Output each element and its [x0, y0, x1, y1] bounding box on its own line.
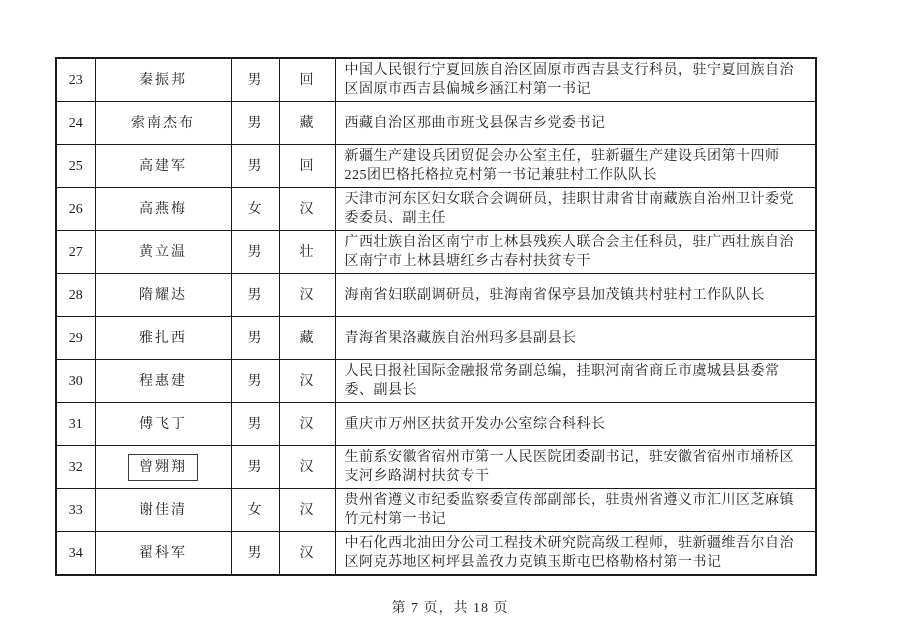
person-description: 重庆市万州区扶贫开发办公室综合科科长 — [344, 416, 606, 432]
person-name: 翟科军 — [139, 545, 187, 561]
row-number-cell — [56, 102, 95, 145]
person-name-cell — [95, 274, 231, 317]
table-row — [56, 403, 816, 446]
person-gender: 女 — [247, 502, 263, 518]
person-gender-cell — [231, 403, 279, 446]
person-description-cell — [335, 317, 816, 360]
person-gender-cell — [231, 145, 279, 188]
person-gender: 男 — [247, 416, 263, 432]
row-number-cell — [56, 58, 95, 102]
person-description: 海南省妇联副调研员，驻海南省保亭县加茂镇共村驻村工作队队长 — [344, 287, 765, 303]
row-number: 24 — [68, 115, 83, 131]
table-row — [56, 274, 816, 317]
person-gender-cell — [231, 188, 279, 231]
row-number: 31 — [68, 416, 83, 432]
person-name: 傅飞丁 — [139, 416, 187, 432]
person-description: 天津市河东区妇女联合会调研员，挂职甘肃省甘南藏族自治州卫计委党委委员、副主任 — [344, 192, 794, 226]
person-ethnicity: 藏 — [299, 330, 315, 346]
table-body — [56, 58, 816, 575]
table-row — [56, 489, 816, 532]
person-ethnicity-cell — [279, 403, 335, 446]
row-number: 23 — [68, 72, 83, 88]
person-ethnicity: 汉 — [299, 459, 315, 475]
person-ethnicity-cell — [279, 532, 335, 576]
person-gender-cell — [231, 532, 279, 576]
person-name-cell — [95, 231, 231, 274]
person-description: 广西壮族自治区南宁市上林县残疾人联合会主任科员，驻广西壮族自治区南宁市上林县塘红乡古春村扶贫专干 — [344, 235, 794, 269]
table-row — [56, 360, 816, 403]
person-description: 西藏自治区那曲市班戈县保吉乡党委书记 — [344, 115, 606, 131]
row-number-cell — [56, 317, 95, 360]
person-name-cell — [95, 532, 231, 576]
person-ethnicity-cell — [279, 274, 335, 317]
person-name-cell — [95, 446, 231, 489]
person-description: 中石化西北油田分公司工程技术研究院高级工程师，驻新疆维吾尔自治区阿克苏地区柯坪县盖孜力克镇玉斯屯巴格勒格村第一书记 — [344, 536, 794, 570]
person-gender-cell — [231, 489, 279, 532]
person-description-cell — [335, 360, 816, 403]
person-gender-cell — [231, 317, 279, 360]
row-number-cell — [56, 274, 95, 317]
person-description: 新疆生产建设兵团贸促会办公室主任，驻新疆生产建设兵团第十四师225团巴格托格拉克村第一书记兼驻村工作队队长 — [344, 149, 780, 183]
person-description-cell — [335, 188, 816, 231]
person-gender: 男 — [247, 459, 263, 475]
person-name-cell — [95, 102, 231, 145]
row-number-cell — [56, 532, 95, 576]
person-ethnicity: 汉 — [299, 287, 315, 303]
person-description: 生前系安徽省宿州市第一人民医院团委副书记，驻安徽省宿州市埇桥区支河乡路湖村扶贫专干 — [344, 450, 794, 484]
person-name: 程惠建 — [139, 373, 187, 389]
person-name: 隋耀达 — [139, 287, 187, 303]
person-description-cell — [335, 231, 816, 274]
table-row — [56, 317, 816, 360]
person-name-cell — [95, 360, 231, 403]
row-number-cell — [56, 145, 95, 188]
person-gender-cell — [231, 446, 279, 489]
person-description-cell — [335, 274, 816, 317]
row-number: 26 — [68, 201, 83, 217]
table-row — [56, 102, 816, 145]
person-name: 黄立温 — [139, 244, 187, 260]
person-name-cell — [95, 403, 231, 446]
person-ethnicity-cell — [279, 231, 335, 274]
person-name: 曾翙翔 — [128, 454, 198, 481]
person-gender: 男 — [247, 545, 263, 561]
person-gender: 男 — [247, 330, 263, 346]
person-ethnicity-cell — [279, 102, 335, 145]
person-description-cell — [335, 532, 816, 576]
person-gender-cell — [231, 231, 279, 274]
person-gender: 男 — [247, 373, 263, 389]
table-row — [56, 145, 816, 188]
person-gender-cell — [231, 58, 279, 102]
person-name: 谢佳清 — [139, 502, 187, 518]
person-description: 人民日报社国际金融报常务副总编，挂职河南省商丘市虞城县县委常委、副县长 — [344, 364, 780, 398]
person-ethnicity: 汉 — [299, 545, 315, 561]
person-description-cell — [335, 102, 816, 145]
row-number: 29 — [68, 330, 83, 346]
row-number-cell — [56, 446, 95, 489]
row-number-cell — [56, 231, 95, 274]
person-ethnicity: 汉 — [299, 502, 315, 518]
person-ethnicity-cell — [279, 188, 335, 231]
page-footer: 第 7 页，共 18 页 — [391, 601, 509, 616]
person-description-cell — [335, 446, 816, 489]
person-name-cell — [95, 188, 231, 231]
person-description: 青海省果洛藏族自治州玛多县副县长 — [344, 330, 577, 346]
person-ethnicity-cell — [279, 145, 335, 188]
person-name: 雅扎西 — [139, 330, 187, 346]
person-ethnicity: 回 — [299, 158, 315, 174]
person-ethnicity-cell — [279, 360, 335, 403]
person-name-cell — [95, 489, 231, 532]
row-number: 34 — [68, 545, 83, 561]
person-description: 中国人民银行宁夏回族自治区固原市西吉县支行科员，驻宁夏回族自治区固原市西吉县偏城乡涵江村第一书记 — [344, 63, 794, 97]
person-ethnicity-cell — [279, 58, 335, 102]
person-gender: 男 — [247, 158, 263, 174]
row-number-cell — [56, 403, 95, 446]
table-row — [56, 532, 816, 576]
person-name-cell — [95, 317, 231, 360]
person-description-cell — [335, 489, 816, 532]
awardees-table — [55, 57, 817, 576]
person-name-cell — [95, 58, 231, 102]
person-description-cell — [335, 403, 816, 446]
person-description-cell — [335, 58, 816, 102]
row-number: 28 — [68, 287, 83, 303]
person-gender-cell — [231, 102, 279, 145]
table-row — [56, 446, 816, 489]
person-ethnicity: 回 — [299, 72, 315, 88]
person-gender-cell — [231, 274, 279, 317]
person-gender: 男 — [247, 244, 263, 260]
row-number: 25 — [68, 158, 83, 174]
person-ethnicity: 汉 — [299, 416, 315, 432]
person-ethnicity: 汉 — [299, 373, 315, 389]
person-gender-cell — [231, 360, 279, 403]
person-name-cell — [95, 145, 231, 188]
person-name: 索南杰布 — [131, 115, 195, 131]
person-ethnicity: 汉 — [299, 201, 315, 217]
row-number-cell — [56, 360, 95, 403]
row-number: 33 — [68, 502, 83, 518]
person-gender: 男 — [247, 115, 263, 131]
person-gender: 男 — [247, 72, 263, 88]
person-ethnicity-cell — [279, 446, 335, 489]
person-name: 秦振邦 — [139, 72, 187, 88]
row-number: 32 — [68, 459, 83, 475]
row-number-cell — [56, 489, 95, 532]
person-gender: 女 — [247, 201, 263, 217]
person-gender: 男 — [247, 287, 263, 303]
table-row — [56, 58, 816, 102]
person-name: 高建军 — [139, 158, 187, 174]
table-row — [56, 231, 816, 274]
person-description: 贵州省遵义市纪委监察委宣传部副部长，驻贵州省遵义市汇川区芝麻镇竹元村第一书记 — [344, 493, 794, 527]
person-ethnicity-cell — [279, 489, 335, 532]
person-ethnicity: 藏 — [299, 115, 315, 131]
person-ethnicity-cell — [279, 317, 335, 360]
person-name: 高燕梅 — [139, 201, 187, 217]
row-number-cell — [56, 188, 95, 231]
row-number: 27 — [68, 244, 83, 260]
row-number: 30 — [68, 373, 83, 389]
person-ethnicity: 壮 — [299, 244, 315, 260]
table-row — [56, 188, 816, 231]
person-description-cell — [335, 145, 816, 188]
